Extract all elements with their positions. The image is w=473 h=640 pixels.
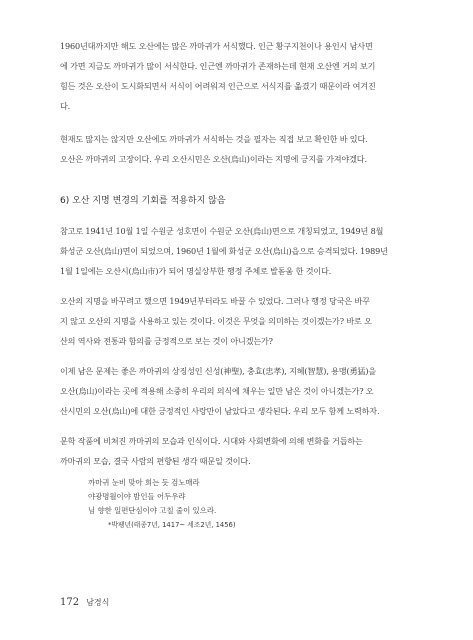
text-line: 산시민의 오산(烏山)에 대한 긍정적인 사랑만이 남았다고 생각된다. 우리 모두 함께 노력하자.	[60, 406, 380, 416]
text-line: 지 않고 오산의 지명을 사용하고 있는 것이다. 이것은 무엇을 의미하는 것이겠는가? 바로 오	[60, 316, 372, 326]
text-line: 다.	[60, 101, 71, 111]
text-line: 1960년대까지만 해도 오산에는 많은 까마귀가 서식했다. 인근 황구지천이나 용인시 남사면	[60, 41, 373, 51]
page-footer	[60, 590, 109, 609]
paragraph-3	[60, 221, 415, 281]
text-line: 오산은 까마귀의 고장이다. 우리 오산시민은 오산(烏山)이라는 지명에 긍지를 가져야겠다.	[60, 154, 367, 164]
section-heading: 6) 오산 지명 변경의 기회를 적용하지 않음	[60, 196, 226, 206]
text-line: 까마귀의 모습, 결국 사람의 편향된 생각 때문일 것이다.	[60, 456, 251, 466]
poem-line: 까마귀 눈비 맞아 희는 듯 검노매라	[88, 478, 200, 487]
paragraph-2	[60, 129, 415, 169]
poem-quote	[88, 476, 236, 532]
text-line: 오산의 지명을 바꾸려고 했으면 1949년부터라도 바꿀 수 있었다. 그러나 행정 당국은 바꾸	[60, 296, 370, 306]
poem-line: 야광명월이야 밤인들 어두우랴	[88, 492, 186, 501]
book-title: 남경식	[86, 598, 110, 607]
paragraph-6	[60, 431, 415, 471]
text-line: 오산(烏山)이라는 곳에 적용해 소중히 우리의 의식에 채우는 일만 남은 것이 아니겠는가? 오	[60, 386, 374, 396]
text-line: 참고로 1941년 10월 1일 수원군 성호면이 수원군 오산(烏山)면으로 개칭되었고, 1949년 8월	[60, 226, 384, 236]
paragraph-4	[60, 291, 415, 351]
text-line: 현재도 많지는 않지만 오산에도 까마귀가 서식하는 것을 필자는 직접 보고 확인한 바 있다.	[60, 134, 368, 144]
poem-source: *박팽년(태종7년, 1417~ 세조2년, 1456)	[108, 521, 236, 529]
page-number: 172	[60, 597, 80, 608]
text-line: 화성군 오산(烏山)면이 되었으며, 1960년 1월에 화성군 오산(烏山)읍으로 승격되었다. 1989년	[60, 246, 388, 256]
paragraph-5	[60, 361, 415, 421]
text-line: 문학 작품에 비쳐진 까마귀의 모습과 인식이다. 시대와 사회변화에 의해 변화를 거듭하는	[60, 436, 363, 446]
text-line: 산의 역사와 전통과 함의를 긍정적으로 보는 것이 아니겠는가?	[60, 336, 273, 346]
poem-line: 님 향한 일편단심이야 고칠 줄이 있으라.	[88, 506, 217, 515]
text-line: 힘든 것은 오산이 도시화되면서 서식이 어려워져 인근으로 서식지를 옮겼기 때문이라 여겨진	[60, 81, 376, 91]
text-line: 에 가면 지금도 까마귀가 많이 서식한다. 인근엔 까마귀가 존재하는데 현재 오산엔 거의 보기	[60, 61, 376, 71]
text-line: 이제 남은 문제는 좋은 까마귀의 상징성인 신성(神聖), 충효(忠孝), 지혜(智慧), 용맹(勇猛)을	[60, 366, 377, 376]
paragraph-1	[60, 36, 415, 116]
text-line: 1월 1일에는 오산시(烏山市)가 되어 명실상부한 행정 주체로 발돋움 한 것이다.	[60, 266, 332, 276]
